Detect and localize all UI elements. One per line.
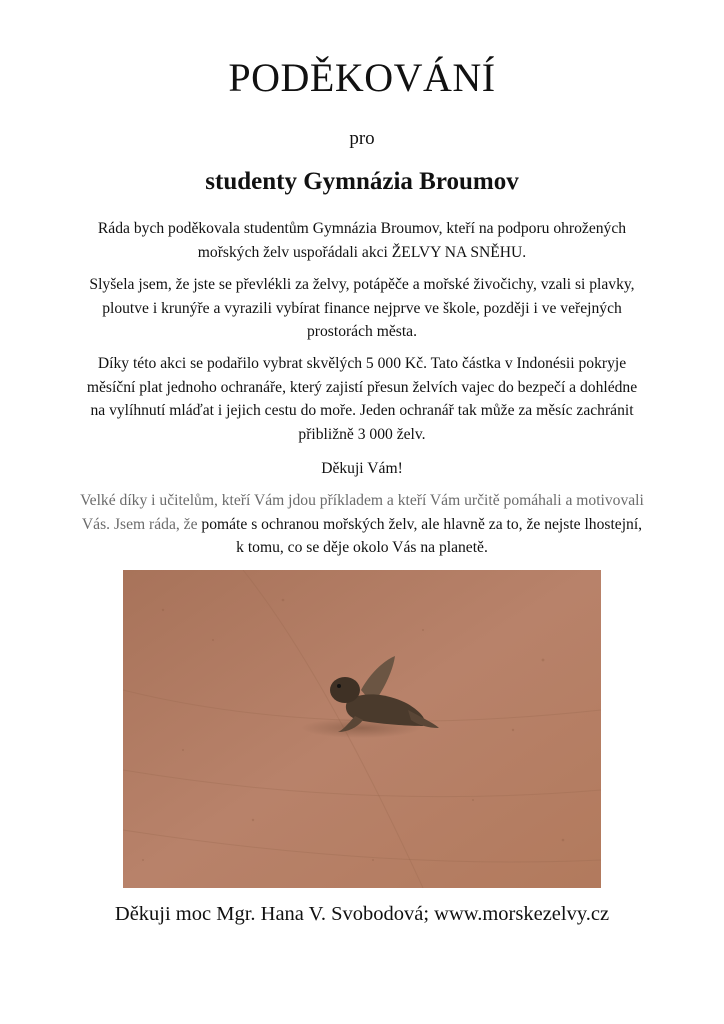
turtle-photo: [123, 570, 601, 888]
paragraph-costumes: Slyšela jsem, že jste se převlékli za želvy, potápěče a mořské živočichy, vzali si plavky, ploutve i krunýře a vyrazili vybírat finance nejprve ve škole, později i ve veřejných prostorách města.: [89, 276, 635, 340]
pro-label: pro: [349, 128, 375, 149]
teachers-text-grey: Velké díky i učitelům, kteří Vám jdou příkladem a kteří Vám určitě pomáhali a motivovali Vás. Jsem ráda, že: [80, 492, 644, 533]
paragraph-teachers: [80, 489, 644, 560]
thanks-line: Děkuji Vám!: [321, 460, 403, 477]
footer-signature: Děkuji moc Mgr. Hana V. Svobodová; www.morskezelvy.cz: [114, 903, 610, 925]
recipient-subtitle: studenty Gymnázia Broumov: [205, 168, 519, 195]
paragraph-intro: Ráda bych poděkovala studentům Gymnázia Broumov, kteří na podporu ohrožených mořských želv uspořádali akci ŽELVY NA SNĚHU.: [97, 220, 627, 261]
teachers-text: pomáte s ochranou mořských želv, ale hlavně za to, že nejste lhostejní, k tomu, co se děje okolo Vás na planetě.: [197, 515, 643, 556]
paragraph-donation: Díky této akci se podařilo vybrat skvělých 5 000 Kč. Tato částka v Indonésii pokryje měsíční plat jednoho ochranáře, který zajistí přesun želvích vajec do bezpečí a dohlédne na vylíhnutí mláďat i jejich cestu do moře. Jeden ochranář tak může za měsíc zachránit přibližně 3 000 želv.: [86, 355, 638, 443]
page-title: PODĚKOVÁNÍ: [228, 55, 496, 100]
